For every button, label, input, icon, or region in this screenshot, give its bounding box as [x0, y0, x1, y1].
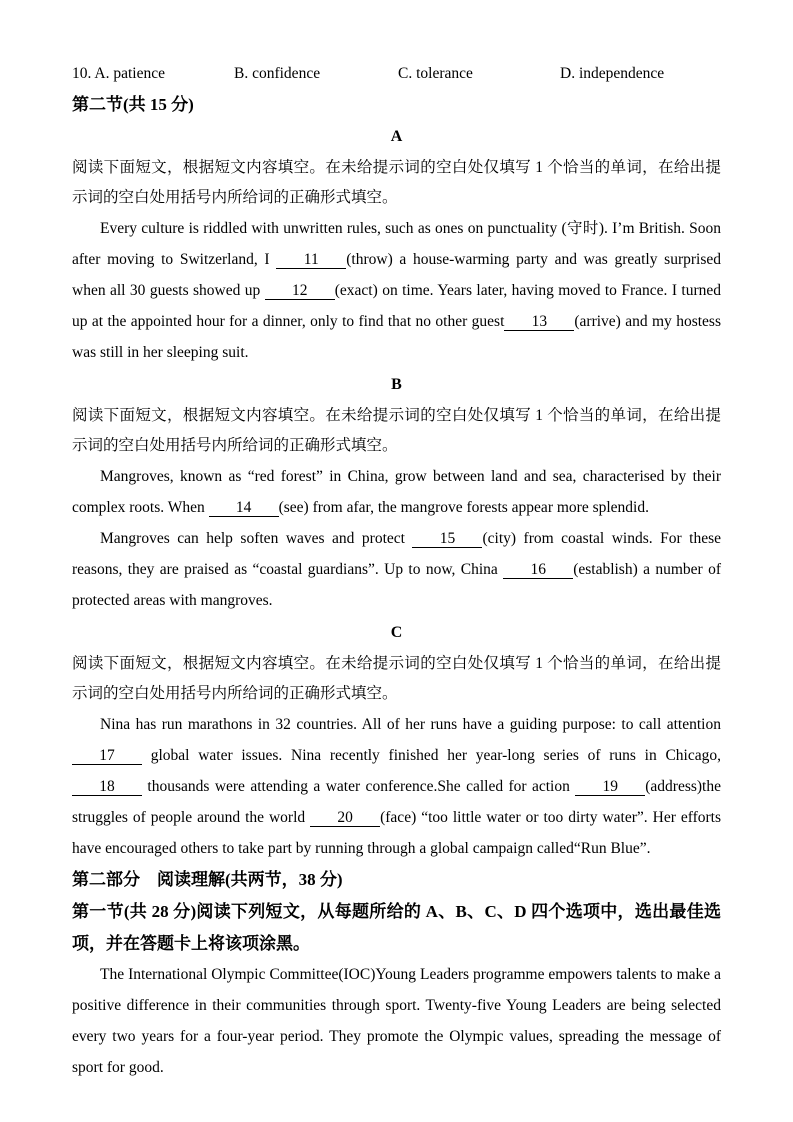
question-10-option-d: D. independence	[560, 65, 665, 82]
passage-c-letter: C	[390, 624, 403, 641]
fill-blank-15: 15	[412, 530, 482, 548]
question-10-options-row	[72, 58, 721, 89]
passage-c-paragraph: Nina has run marathons in 32 countries. All of her runs have a guiding purpose: to call attention 17 global water issues. Nina recently finished her year-long series of runs in Chicago, 18 thousands were attending a water conference.She called for action 19 (address)the struggles of people around the world 20 (face) “too little water or too dirty water”. Her efforts have encouraged others to take part by running through a global campaign called“Run Blue”.	[72, 716, 721, 857]
passage-b-paragraph-1: Mangroves, known as “red forest” in China, grow between land and sea, characterised by their complex roots. When 14 (see) from afar, the mangrove forests appear more splendid.	[72, 468, 721, 516]
question-10-option-c: C. tolerance	[398, 65, 473, 82]
passage-a-letter: A	[390, 128, 403, 145]
passage-b-letter: B	[391, 376, 402, 393]
passage-b-paragraph-2: Mangroves can help soften waves and protect 15 (city) from coastal winds. For these reasons, they are praised as “coastal guardians”. Up to now, China 16 (establish) a number of protected areas with mangroves.	[72, 530, 721, 609]
passage-a-paragraph: Every culture is riddled with unwritten rules, such as ones on punctuality (守时). I’m British. Soon after moving to Switzerland, I 11 (throw) a house-warming party and was greatly surprised when all 30 guests showed up 12 (exact) on time. Years later, having moved to France. I turned up at the appointed hour for a dinner, only to find that no other guest 13 (arrive) and my hostess was still in her sleeping suit.	[72, 220, 722, 361]
fill-blank-20: 20	[310, 809, 380, 827]
fill-blank-13: 13	[504, 313, 574, 331]
fill-blank-18: 18	[72, 778, 142, 796]
question-10-option-a: 10. A. patience	[72, 65, 165, 82]
passage-c-section	[72, 616, 721, 864]
fill-blank-16: 16	[503, 561, 573, 579]
passage-a-instructions: 阅读下面短文，根据短文内容填空。在未给提示词的空白处仅填写 1 个恰当的单词，在给出提示词的空白处用括号内所给词的正确形式填空。	[72, 159, 721, 206]
section-2-heading: 第二节(共 15 分)	[72, 95, 194, 114]
part-2-heading: 第二部分 阅读理解(共两节，38 分)	[72, 870, 343, 889]
fill-blank-19: 19	[575, 778, 645, 796]
passage-a-section	[72, 120, 721, 368]
part-2-section-1-heading: 第一节(共 28 分)阅读下列短文，从每题所给的 A、B、C、D 四个选项中，选出最佳选项，并在答题卡上将该项涂黑。	[72, 902, 721, 953]
fill-blank-11: 11	[276, 251, 346, 269]
fill-blank-14: 14	[209, 499, 279, 517]
part-2-section	[72, 864, 721, 1083]
fill-blank-12: 12	[265, 282, 335, 300]
passage-b-instructions: 阅读下面短文，根据短文内容填空。在未给提示词的空白处仅填写 1 个恰当的单词，在给出提示词的空白处用括号内所给词的正确形式填空。	[72, 407, 721, 454]
passage-b-section	[72, 368, 721, 616]
fill-blank-17: 17	[72, 747, 142, 765]
question-10-option-b: B. confidence	[234, 65, 321, 82]
passage-c-instructions: 阅读下面短文，根据短文内容填空。在未给提示词的空白处仅填写 1 个恰当的单词，在给出提示词的空白处用括号内所给词的正确形式填空。	[72, 655, 721, 702]
reading-passage-paragraph: The International Olympic Committee(IOC)Young Leaders programme empowers talents to make a positive difference in their communities through sport. Twenty-five Young Leaders are being selected every two years for a four-year period. They promote the Olympic values, spreading the message of sport for good.	[72, 966, 721, 1076]
